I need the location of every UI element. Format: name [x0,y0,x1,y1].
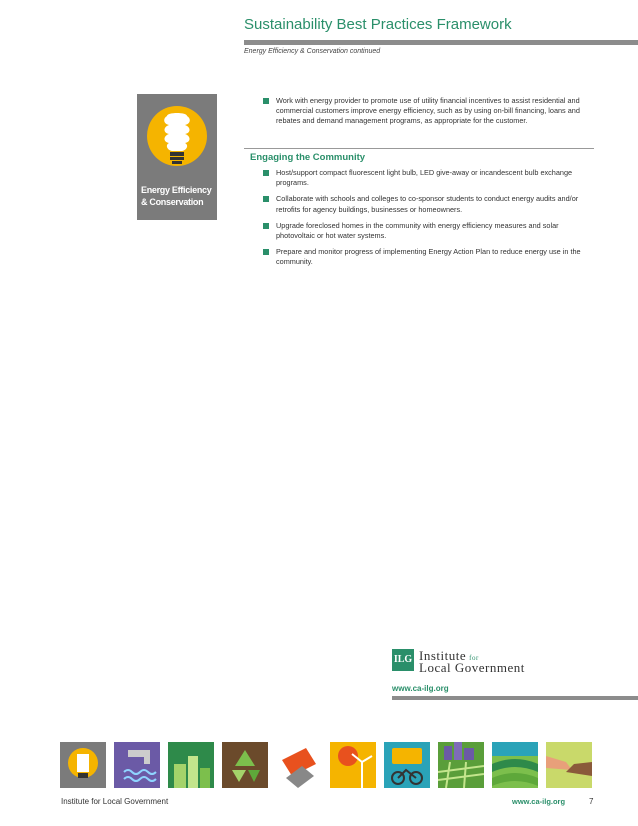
section-heading: Engaging the Community [250,152,366,163]
climate-change-icon [276,742,322,788]
water-faucet-icon [114,742,160,788]
list-item: Work with energy provider to promote use of utility financial incentives to assist residential and commercial customers improve energy efficiency, such as by using on-bill financing, loans and rebates and demand management programs, as appropriate for the customer. [262,96,597,127]
badge-label-line2: & Conservation [141,197,204,207]
footer-url-link[interactable]: www.ca-ilg.org [512,797,566,806]
light-bulb-icon [137,94,217,184]
energy-light-bulb-icon [60,742,106,788]
transportation-icon [384,742,430,788]
title-rule [244,40,638,45]
list-item: Collaborate with schools and colleges to co-sponsor students to conduct energy audits and/or retrofits for agency buildings, businesses or homeowners. [262,194,597,214]
logo-name-line2: Local Government [419,660,525,675]
energy-efficiency-badge [137,94,217,220]
logo-rule [392,696,638,700]
topic-icon-strip [60,742,596,790]
ilg-logo [392,649,572,675]
logo-name-for: for [469,654,479,662]
list-item: Upgrade foreclosed homes in the community with energy efficiency measures and solar photovoltaic or hot water systems. [262,221,597,241]
page-title: Sustainability Best Practices Framework [244,16,512,33]
badge-label-line1: Energy Efficiency [141,185,212,195]
ilg-logo-mark: ILG [392,649,414,671]
community-bullet-list [262,168,597,274]
community-handshake-icon [546,742,592,788]
page-number: 7 [589,797,594,806]
agriculture-land-icon [492,742,538,788]
logo-name-line1: Institute [419,648,467,663]
logo-url-link[interactable]: www.ca-ilg.org [392,684,449,693]
page-subtitle: Energy Efficiency & Conservation continued [244,48,381,55]
city-planning-icon [438,742,484,788]
section-divider [244,148,594,149]
top-bullet-list [262,96,597,133]
renewable-energy-icon [330,742,376,788]
green-buildings-icon [168,742,214,788]
list-item: Prepare and monitor progress of implementing Energy Action Plan to reduce energy use in the community. [262,247,597,267]
footer-org-name: Institute for Local Government [61,797,169,806]
recycling-icon [222,742,268,788]
list-item: Host/support compact fluorescent light bulb, LED give-away or incandescent bulb exchange programs. [262,168,597,188]
